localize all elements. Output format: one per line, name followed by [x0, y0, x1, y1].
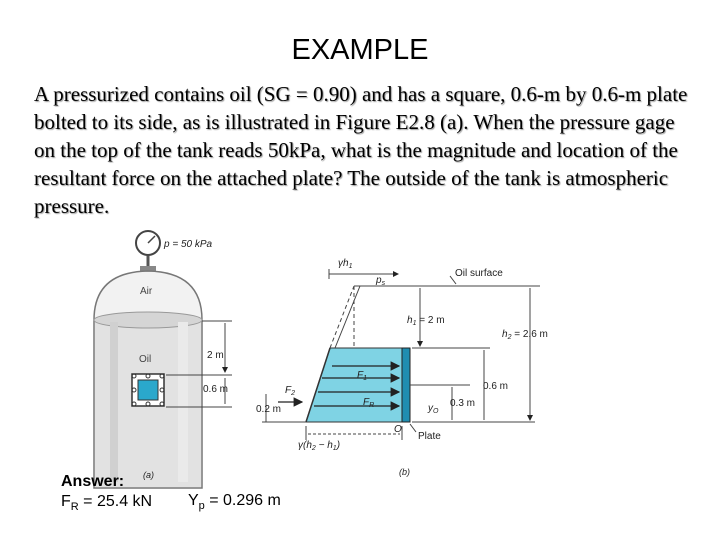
gamma-diff-label: $\gamma(h_2 - h_1)$	[298, 440, 341, 452]
gamma-h1-label: $\gamma h_1$	[338, 258, 353, 270]
ps-label: $p_s$	[376, 275, 386, 287]
fr-label: $F_R$	[363, 397, 375, 409]
answer-block	[61, 472, 152, 517]
h1-label: $h_1 = 2$ m	[407, 315, 445, 327]
f2-label: $F_2$	[285, 385, 296, 397]
depth-2m-label: 2 m	[207, 350, 224, 361]
len-03-label: 0.3 m	[450, 398, 476, 409]
pressure-diagram	[262, 269, 540, 440]
len-02-label: 0.2 m	[256, 404, 282, 415]
answer-label: Answer:	[61, 473, 125, 490]
problem-statement: A pressurized contains oil (SG = 0.90) and has a square, 0.6-m by 0.6-m plate bolted to its side, as is illustrated in Figure E2.8 (a). When the pressure gage on the top of the tank reads 50kPa, what is the magnitude and location of the resultant force on the attached plate? The outside of the tank is atmospheric pressure.	[34, 82, 688, 218]
location-answer: $Y_p = 0.296$ m	[188, 492, 281, 513]
slide-title: EXAMPLE	[291, 34, 429, 66]
resultant-force-answer: $F_R = 25.4$ kN	[61, 493, 153, 514]
f1-label: $F_1$	[357, 370, 368, 382]
oil-surface-label: Oil surface	[455, 268, 503, 279]
air-label: Air	[140, 286, 153, 297]
point-o-label: O	[394, 424, 402, 435]
plate-label: Plate	[418, 431, 441, 442]
figure-a-caption: (a)	[143, 470, 154, 480]
y0-label: $y_O$	[428, 403, 439, 415]
oil-label: Oil	[139, 354, 152, 365]
plate-size-label: 0.6 m	[203, 384, 229, 395]
depth-06-label: 0.6 m	[483, 381, 509, 392]
figure-b-caption: (b)	[399, 467, 410, 477]
gage-pressure-label: p = 50 kPa	[164, 239, 213, 250]
h2-label: $h_2 = 2.6$ m	[502, 329, 548, 341]
